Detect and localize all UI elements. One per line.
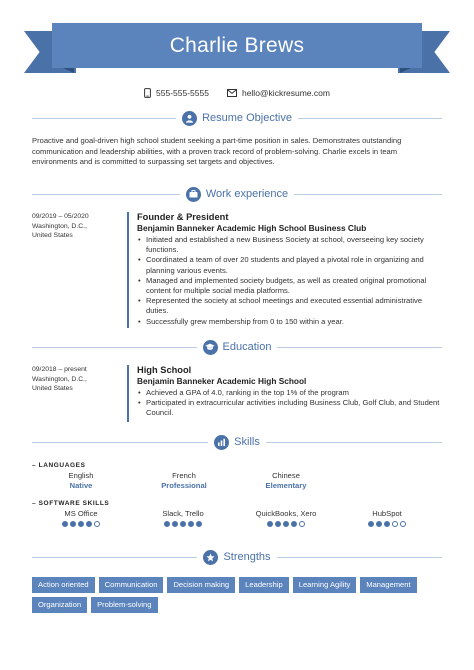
entry-dates: 09/2019 – 05/2020: [32, 213, 89, 220]
language-item: [41, 471, 121, 491]
education-entry: [32, 365, 442, 422]
contact-email[interactable]: [227, 88, 330, 98]
rating-dot-filled: [384, 521, 390, 527]
section-header-strengths: [32, 548, 442, 566]
rating-dot-empty: [392, 521, 398, 527]
bullet-item: • Successfully grew membership from 0 to 150 within a year.: [137, 317, 442, 327]
rating-dot-filled: [275, 521, 281, 527]
rating-dot-empty: [299, 521, 305, 527]
entry-role: High School: [137, 365, 192, 375]
graduation-cap-icon: [203, 340, 218, 355]
language-level: Professional: [161, 481, 207, 490]
rating-dot-filled: [164, 521, 170, 527]
strength-tag: Organization: [32, 597, 87, 613]
rating-dot-filled: [267, 521, 273, 527]
entry-role: Founder & President: [137, 212, 229, 222]
rating-dot-filled: [283, 521, 289, 527]
entry-organization: Benjamin Banneker Academic High School Business Club: [137, 223, 367, 233]
rating-dot-filled: [86, 521, 92, 527]
email-address: hello@kickresume.com: [241, 88, 330, 98]
entry-body: [137, 212, 442, 327]
section-title-objective: Resume Objective: [202, 112, 292, 124]
software-skill-item: [347, 509, 427, 527]
strength-tag: Management: [360, 577, 416, 593]
bullet-item: • Participated in extracurricular activities including Business Club, Golf Club, and Student Council.: [137, 398, 442, 418]
objective-text: Proactive and goal-driven high school student seeking a part-time position in sales. Demonstrates outstanding communication and leadership abilities, with a proven track record of problem-solving. Charlie excels in team environments and is committed to surpassing set targets and objectives.: [32, 136, 402, 167]
rating-dot-filled: [368, 521, 374, 527]
section-title-work: Work experience: [205, 188, 289, 200]
entry-location: Washington, D.C., United States: [32, 222, 87, 240]
rating-dot-filled: [180, 521, 186, 527]
star-icon: [203, 550, 218, 565]
entry-organization: Benjamin Banneker Academic High School: [137, 376, 307, 386]
contact-row: [0, 88, 474, 98]
entry-dates: 09/2018 – present: [32, 366, 87, 373]
skill-rating: [246, 521, 326, 527]
timeline-bar: [127, 212, 129, 328]
software-name: Slack, Trello: [162, 509, 204, 518]
rating-dot-empty: [94, 521, 100, 527]
bullet-item: • Achieved a GPA of 4.0, ranking in the top 1% of the program: [137, 388, 442, 398]
strength-tag: Communication: [99, 577, 164, 593]
timeline-bar: [127, 365, 129, 422]
language-item: [144, 471, 224, 491]
strengths-tags: [32, 577, 442, 613]
entry-bullets: [137, 235, 442, 327]
bullet-item: • Managed and implemented society budgets, as well as created original promotional content for multiple social media platforms.: [137, 276, 442, 296]
rating-dot-filled: [62, 521, 68, 527]
bullet-item: • Coordinated a team of over 20 students and played a pivotal role in organizing and planning various events.: [137, 255, 442, 275]
software-skill-item: [41, 509, 121, 527]
strength-tag: Learning Agility: [293, 577, 357, 593]
rating-dot-empty: [400, 521, 406, 527]
software-name: HubSpot: [372, 509, 402, 518]
language-level: Elementary: [265, 481, 307, 490]
language-name: Chinese: [272, 471, 300, 480]
phone-number: 555-555-5555: [156, 88, 209, 98]
software-skill-item: [143, 509, 223, 527]
phone-icon: [144, 88, 151, 98]
software-name: QuickBooks, Xero: [255, 509, 317, 518]
section-title-education: Education: [222, 341, 272, 353]
person-icon: [182, 111, 197, 126]
rating-dot-filled: [196, 521, 202, 527]
languages-label: – LANGUAGES: [32, 462, 86, 469]
rating-dot-filled: [78, 521, 84, 527]
section-header-skills: [32, 433, 442, 451]
skill-rating: [41, 521, 121, 527]
rating-dot-filled: [376, 521, 382, 527]
strength-tag: Problem-solving: [91, 597, 157, 613]
entry-location: Washington, D.C., United States: [32, 375, 87, 393]
language-item: [246, 471, 326, 491]
skill-rating: [143, 521, 223, 527]
rating-dot-filled: [70, 521, 76, 527]
bullet-item: • Represented the society at school meetings and executed essential administrative duties.: [137, 296, 442, 316]
strength-tag: Decision making: [167, 577, 235, 593]
strength-tag: Leadership: [239, 577, 289, 593]
email-icon: [227, 89, 237, 97]
bullet-item: • Initiated and established a new Business Society at school, overseeing key society functions.: [137, 235, 442, 255]
rating-dot-filled: [172, 521, 178, 527]
entry-body: [137, 365, 442, 419]
entry-dates-block: [32, 365, 122, 394]
software-name: MS Office: [64, 509, 98, 518]
section-header-education: [32, 338, 442, 356]
section-header-objective: [32, 109, 442, 127]
language-name: French: [172, 471, 196, 480]
header-ribbon: [52, 23, 422, 68]
software-skills-label: – SOFTWARE SKILLS: [32, 500, 110, 507]
skill-rating: [347, 521, 427, 527]
entry-bullets: [137, 388, 442, 419]
work-entry: [32, 212, 442, 328]
skills-icon: [214, 435, 229, 450]
briefcase-icon: [186, 187, 201, 202]
candidate-name: Charlie Brews: [169, 33, 305, 57]
language-name: English: [68, 471, 94, 480]
section-title-skills: Skills: [234, 436, 260, 448]
section-title-strengths: Strengths: [223, 551, 271, 563]
rating-dot-filled: [291, 521, 297, 527]
contact-phone[interactable]: [144, 88, 209, 98]
software-skill-item: [246, 509, 326, 527]
section-header-work: [32, 185, 442, 203]
entry-dates-block: [32, 212, 122, 241]
strength-tag: Action oriented: [32, 577, 95, 593]
rating-dot-filled: [188, 521, 194, 527]
language-level: Native: [69, 481, 93, 490]
